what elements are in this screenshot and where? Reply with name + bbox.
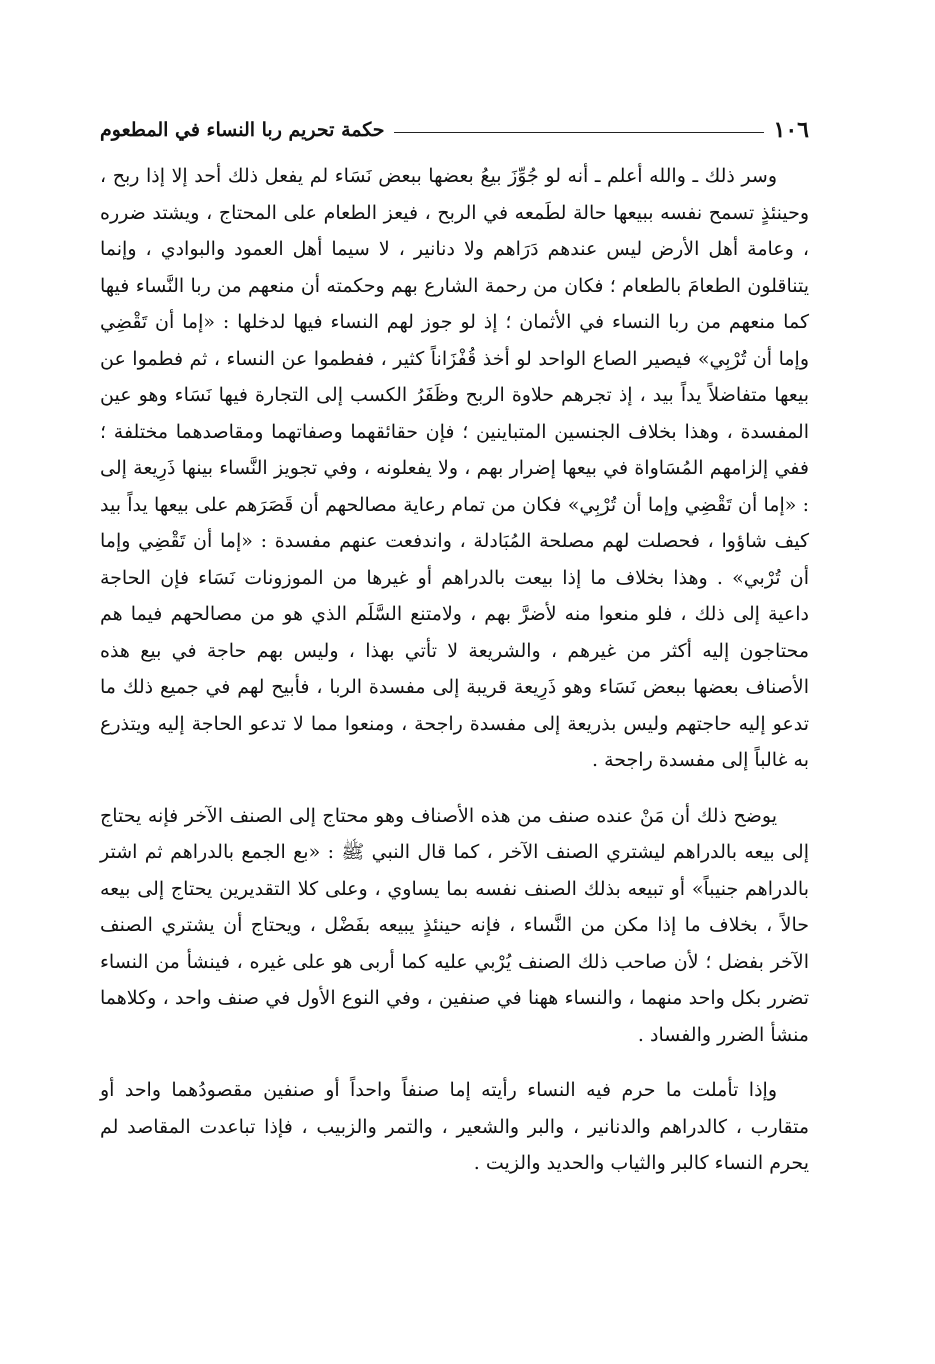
body-text: [100, 158, 809, 1182]
paragraph-3: وإذا تأملت ما حرم فيه النساء رأيته إما صنفاً واحداً أو صنفين مقصودُهما واحد أو متقارب ، كالدراهم والدنانير ، والبر والشعير ، والتمر والزبيب ، فإذا تباعدت المقاصد لم يحرم النساء كالبر والثياب والحديد والزيت .: [100, 1079, 809, 1174]
header-rule: [394, 132, 763, 133]
paragraph-2: يوضح ذلك أن مَنْ عنده صنف من هذه الأصناف وهو محتاج إلى الصنف الآخر فإنه يحتاج إلى بيعه بالدراهم ليشتري الصنف الآخر ، كما قال النبي ﷺ : «بع الجمع بالدراهم ثم اشتر بالدراهم جنيباً» أو تبيعه بذلك الصنف نفسه بما يساوي ، وعلى كلا التقديرين يحتاج إلى بيعه حالاً ، بخلاف ما إذا مكن من النَّساء ، فإنه حينئذٍ يبيعه بفَضْل ، ويحتاج أن يشتري الصنف الآخر بفضل ؛ لأن صاحب ذلك الصنف يُرْبي عليه كما أربى هو على غيره ، فينشأ من النساء تضرر بكل واحد منهما ، والنساء ههنا في صنفين ، وفي النوع الأول في صنف واحد ، وكلاهما منشأ الضرر والفساد .: [100, 804, 809, 1046]
page-header: [100, 110, 809, 150]
running-title: حكمة تحريم ربا النساء في المطعوم: [100, 119, 385, 141]
page-number: ١٠٦: [773, 117, 809, 143]
paragraph-1: وسر ذلك ـ والله أعلم ـ أنه لو جُوِّزَ بيعُ بعضها ببعض نَسَاء لم يفعل ذلك أحد إلا إذا ربح ، وحينئذٍ تسمح نفسه ببيعها حالة لطَمعه في الربح ، فيعز الطعام على المحتاج ، ويشتد ضرره ، وعامة أهل الأرض ليس عندهم دَرَاهم ولا دنانير ، لا سيما أهل العمود والبوادي ، وإنما يتناقلون الطعامَ بالطعام ؛ فكان من رحمة الشارع بهم وحكمته أن منعهم من ربا النَّساء فيها كما منعهم من ربا النساء في الأثمان ؛ إذ لو جوز لهم النساء فيها لدخلها : «إما أن تَقْضِي وإما أن تُرْبِي» فيصير الصاع الواحد لو أخذ قُفْزَاناً كثير ، ففطموا عن النساء ، ثم فطموا عن بيعها متفاضلاً يداً بيد ، إذ تجرهم حلاوة الربح وظَفَرُ الكسب إلى التجارة فيها نَسَاء وهو عين المفسدة ، وهذا بخلاف الجنسين المتباينين ؛ فإن حقائقهما وصفاتهما ومقاصدهما مختلفة ؛ ففي إلزامهم المُسَاواة في بيعها إضرار بهم ، ولا يفعلونه ، وفي تجويز النَّساء بينها ذَرِيعة إلى : «إما أن تَقْضِي وإما أن تُرْبِي» فكان من تمام رعاية مصالحهم أن قَصَرَهم على بيعها يداً بيد كيف شاؤوا ، فحصلت لهم مصلحة المُبَادلة ، واندفعت عنهم مفسدة : «إما أن تَقْضِي وإما أن تُرْبي» . وهذا بخلاف ما إذا بيعت بالدراهم أو غيرها من الموزونات نَسَاء فإن الحاجة داعية إلى ذلك ، فلو منعوا منه لأضرَّ بهم ، ولامتنع السَّلَم الذي هو من مصالحهم فيما هم محتاجون إليه أكثر من غيرهم ، والشريعة لا تأتي بهذا ، وليس بهم حاجة في بيع هذه الأصناف بعضها ببعض نَسَاء وهو ذَرِيعة قريبة إلى مفسدة الربا ، فأبيح لهم في جميع ذلك ما تدعو إليه حاجتهم وليس بذريعة إلى مفسدة راجحة ، ومنعوا مما لا تدعو الحاجة إليه ويتذرع به غالباً إلى مفسدة راجحة .: [100, 165, 809, 771]
